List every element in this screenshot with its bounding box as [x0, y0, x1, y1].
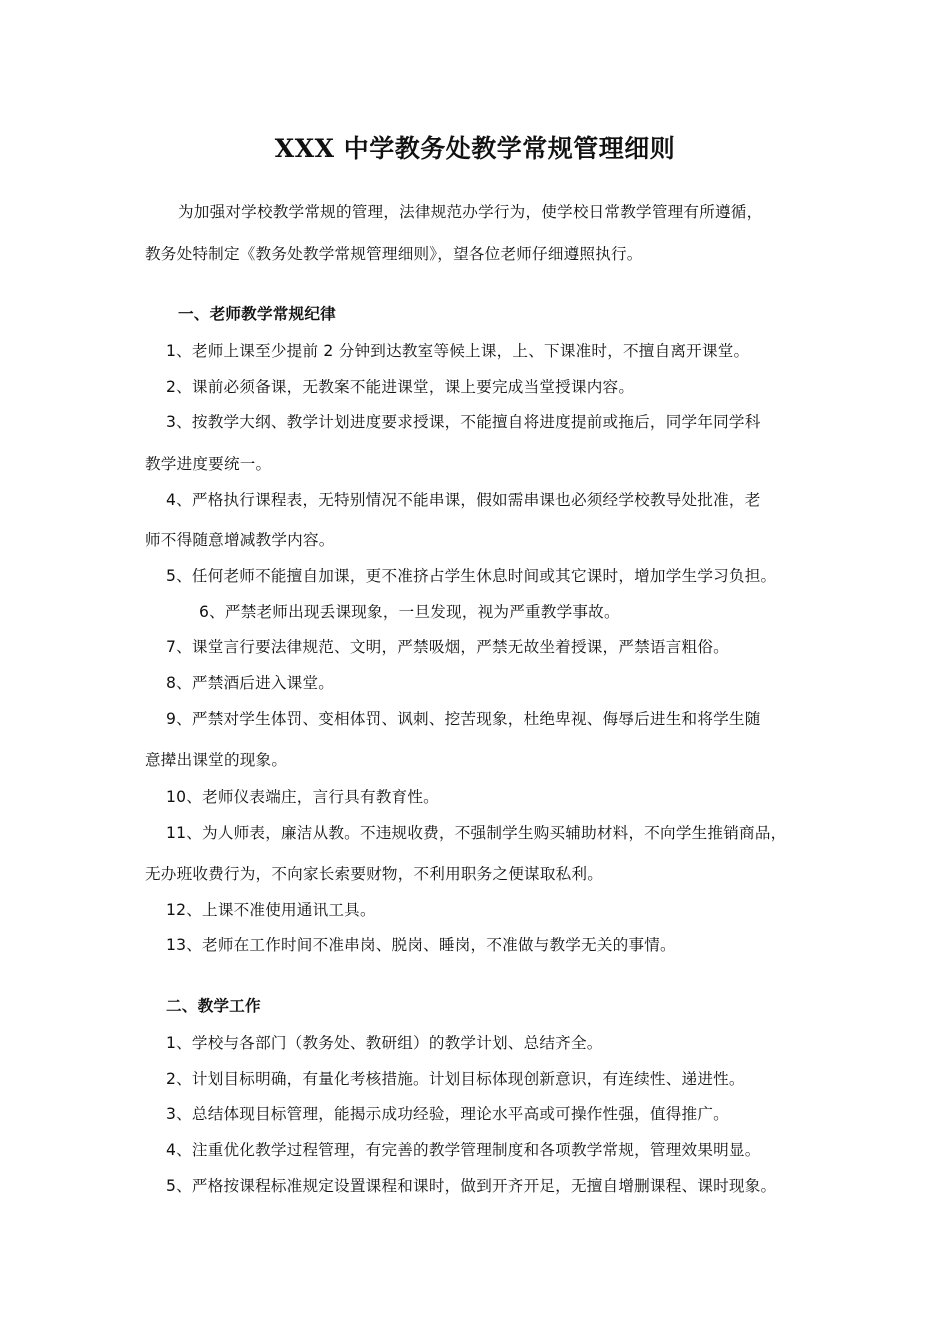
work-item-2: 2、计划目标明确，有量化考核措施。计划目标体现创新意识，有连续性、递进性。: [166, 1070, 745, 1088]
rule-3-continued: 教学进度要统一。: [145, 455, 272, 473]
rule-11: 11、为人师表，廉洁从教。不违规收费，不强制学生购买辅助材料，不向学生推销商品，: [166, 824, 787, 842]
work-item-5: 5、严格按课程标准规定设置课程和课时，做到开齐开足，无擅自增删课程、课时现象。: [166, 1177, 777, 1195]
intro-paragraph-line-2: 教务处特制定《教务处教学常规管理细则》，望各位老师仔细遵照执行。: [145, 245, 643, 263]
rule-1: 1、老师上课至少提前 2 分钟到达教室等候上课，上、下课准时，不擅自离开课堂。: [166, 342, 750, 360]
page-title: XXX 中学教务处教学常规管理细则: [274, 134, 676, 163]
rule-2: 2、课前必须备课，无教案不能进课堂，课上要完成当堂授课内容。: [166, 378, 635, 396]
rule-13: 13、老师在工作时间不准串岗、脱岗、睡岗，不准做与教学无关的事情。: [166, 936, 676, 954]
rule-12: 12、上课不准使用通讯工具。: [166, 901, 376, 919]
section-2-heading: 二、教学工作: [166, 997, 261, 1015]
rule-4-continued: 师不得随意增减教学内容。: [145, 531, 335, 549]
rule-7: 7、课堂言行要法律规范、文明，严禁吸烟，严禁无故坐着授课，严禁语言粗俗。: [166, 638, 729, 656]
work-item-3: 3、总结体现目标管理，能揭示成功经验，理论水平高或可操作性强，值得推广。: [166, 1105, 729, 1123]
rule-4: 4、严格执行课程表，无特别情况不能串课，假如需串课也必须经学校教导处批准，老: [166, 491, 761, 509]
rule-6: 6、严禁老师出现丢课现象，一旦发现，视为严重教学事故。: [199, 603, 620, 621]
section-1-heading: 一、老师教学常规纪律: [178, 305, 336, 323]
rule-5: 5、任何老师不能擅自加课，更不准挤占学生休息时间或其它课时，增加学生学习负担。: [166, 567, 777, 585]
rule-8: 8、严禁酒后进入课堂。: [166, 674, 335, 692]
rule-11-continued: 无办班收费行为，不向家长索要财物，不利用职务之便谋取私利。: [145, 865, 604, 883]
work-item-1: 1、学校与各部门（教务处、教研组）的教学计划、总结齐全。: [166, 1034, 603, 1052]
rule-10: 10、老师仪表端庄，言行具有教育性。: [166, 788, 439, 806]
rule-3: 3、按教学大纲、教学计划进度要求授课，不能擅自将进度提前或拖后，同学年同学科: [166, 413, 761, 431]
intro-paragraph-line-1: 为加强对学校教学常规的管理，法律规范办学行为，使学校日常教学管理有所遵循，: [178, 203, 763, 221]
rule-9-continued: 意撵出课堂的现象。: [145, 751, 288, 769]
work-item-4: 4、注重优化教学过程管理，有完善的教学管理制度和各项教学常规，管理效果明显。: [166, 1141, 761, 1159]
rule-9: 9、严禁对学生体罚、变相体罚、讽刺、挖苦现象，杜绝卑视、侮辱后进生和将学生随: [166, 710, 761, 728]
